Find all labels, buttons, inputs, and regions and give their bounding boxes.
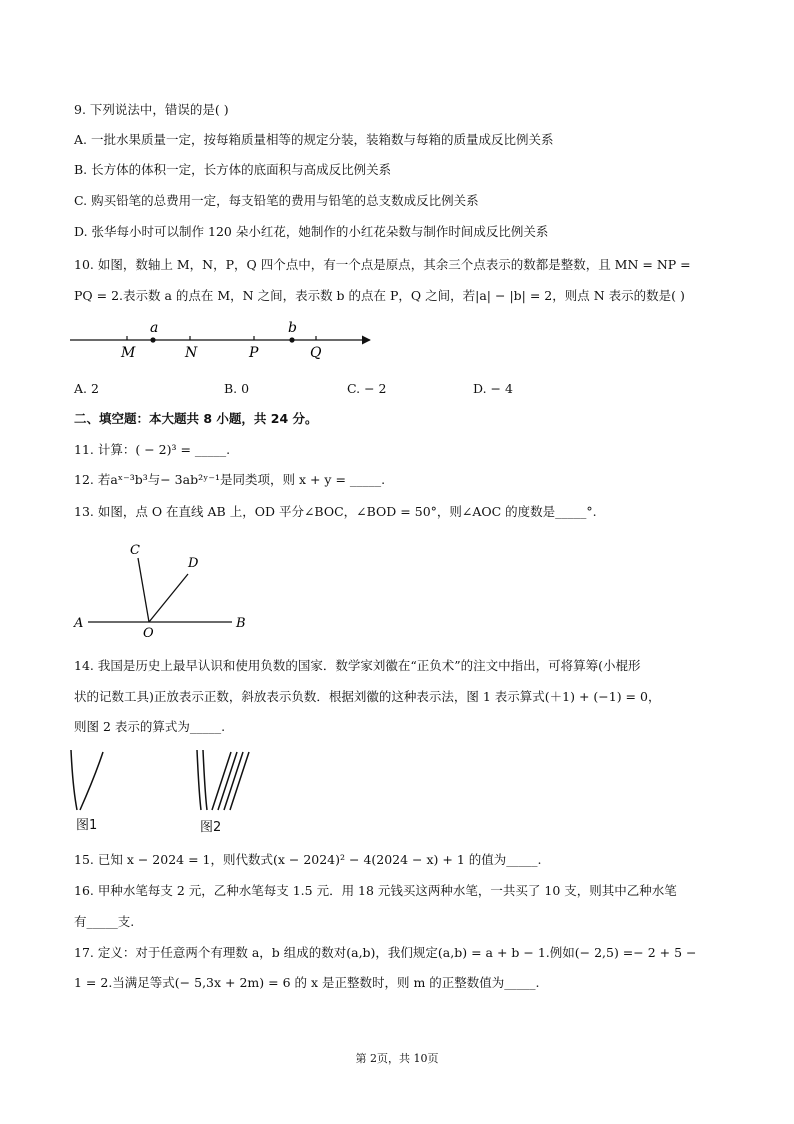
section-2-heading: 二、填空题：本大题共 8 小题，共 24 分。 xyxy=(74,411,318,426)
counting-rods-figure-1 xyxy=(66,748,112,814)
label-B: B xyxy=(236,616,246,631)
point-a-dot xyxy=(150,337,155,342)
question-10-option-c: C. − 2 xyxy=(347,381,387,396)
figure-2-caption: 图2 xyxy=(200,820,222,835)
question-13-stem: 13. 如图，点 O 在直线 AB 上，OD 平分∠BOC，∠BOD = 50°，则∠AOC 的度数是_____°. xyxy=(74,504,597,519)
question-9-option-d: D. 张华每小时可以制作 120 朵小红花，她制作的小红花朵数与制作时间成反比例关系 xyxy=(74,224,549,239)
question-17-line1: 17. 定义：对于任意两个有理数 a，b 组成的数对(a,b)，我们规定(a,b) = a + b − 1.例如(− 2,5) =− 2 + 5 − xyxy=(74,945,697,960)
question-16-line1: 16. 甲种水笔每支 2 元，乙种水笔每支 1.5 元．用 18 元钱买这两种水笔，一共买了 10 支，则其中乙种水笔 xyxy=(74,883,677,898)
ray-OD xyxy=(149,574,188,622)
number-line-figure xyxy=(66,318,378,362)
question-17-line2: 1 = 2.当满足等式(− 5,3x + 2m) = 6 的 x 是正整数时，则 m 的正整数值为_____. xyxy=(74,975,540,990)
label-P: P xyxy=(249,345,259,361)
question-10-stem-line1: 10. 如图，数轴上 M，N，P，Q 四个点中，有一个点是原点，其余三个点表示的数都是整数，且 MN = NP = xyxy=(74,257,691,272)
question-10-option-a: A. 2 xyxy=(74,381,99,396)
question-9-option-a: A. 一批水果质量一定，按每箱质量相等的规定分装，装箱数与每箱的质量成反比例关系 xyxy=(74,132,554,147)
rod-upright-1 xyxy=(197,750,201,810)
label-Q: Q xyxy=(310,345,322,361)
question-9-option-c: C. 购买铅笔的总费用一定，每支铅笔的费用与铅笔的总支数成反比例关系 xyxy=(74,193,479,208)
label-D: D xyxy=(188,556,199,571)
question-10-stem-line2: PQ = 2.表示数 a 的点在 M，N 之间，表示数 b 的点在 P，Q 之间，若|a| − |b| = 2，则点 N 表示的数是( ) xyxy=(74,288,685,303)
question-11: 11. 计算：( − 2)³ = _____. xyxy=(74,442,231,457)
point-b-dot xyxy=(289,337,294,342)
label-C: C xyxy=(130,543,140,558)
label-M: M xyxy=(121,345,136,361)
question-14-stem-line2: 状的记数工具)正放表示正数，斜放表示负数．根据刘徽的这种表示法，图 1 表示算式(＋1) + (−1) = 0， xyxy=(74,689,661,704)
question-12: 12. 若aˣ⁻³b³与− 3ab²ʸ⁻¹是同类项，则 x + y = _____. xyxy=(74,472,386,487)
question-15: 15. 已知 x − 2024 = 1，则代数式(x − 2024)² − 4(2024 − x) + 1 的值为_____. xyxy=(74,852,542,867)
label-O: O xyxy=(143,626,154,641)
figure-1-caption: 图1 xyxy=(76,818,98,833)
rod-upright xyxy=(71,750,77,810)
counting-rods-figure-2 xyxy=(192,748,264,814)
page-footer: 第 2页，共 10页 xyxy=(355,1052,439,1065)
label-N: N xyxy=(185,345,198,361)
label-b: b xyxy=(288,320,297,336)
question-10-option-d: D. − 4 xyxy=(473,381,513,396)
question-9-option-b: B. 长方体的体积一定，长方体的底面积与高成反比例关系 xyxy=(74,162,392,177)
question-9-stem: 9. 下列说法中，错误的是( ) xyxy=(74,102,229,117)
question-16-line2: 有_____支. xyxy=(74,914,135,929)
question-14-stem-line1: 14. 我国是历史上最早认识和使用负数的国家．数学家刘徽在“正负术”的注文中指出，可将算筹(小棍形 xyxy=(74,658,641,673)
rod-slanted xyxy=(80,752,103,810)
angle-figure xyxy=(70,538,260,642)
label-A: A xyxy=(74,616,84,631)
question-10-option-b: B. 0 xyxy=(224,381,250,396)
rod-upright-2 xyxy=(203,750,207,810)
label-a: a xyxy=(150,320,159,336)
ray-OC xyxy=(138,558,149,622)
question-14-stem-line3: 则图 2 表示的算式为_____. xyxy=(74,719,226,734)
